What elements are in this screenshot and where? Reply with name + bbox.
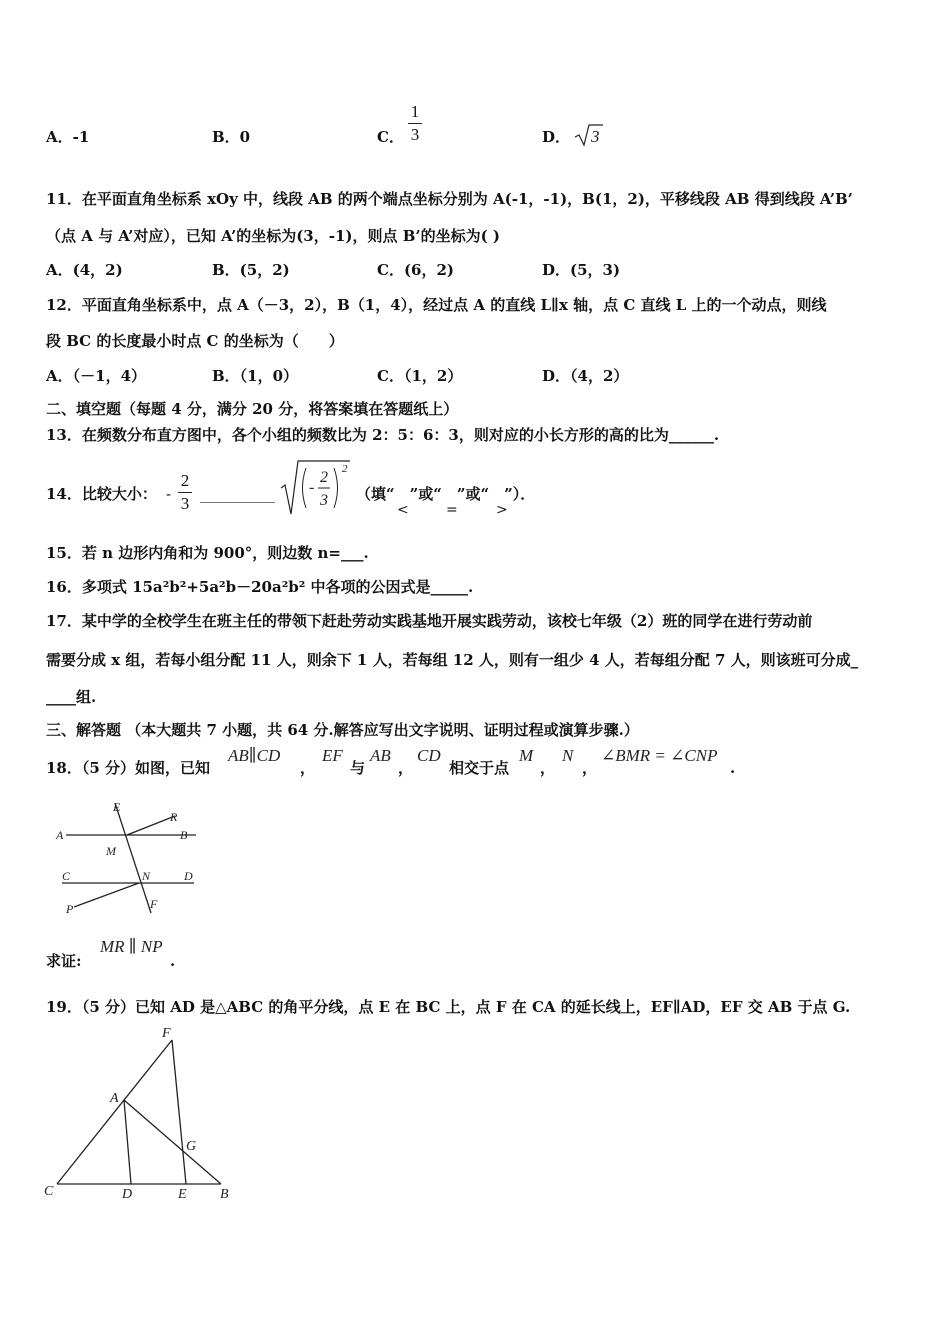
q12-option-a: A．（－1，4）: [46, 367, 147, 385]
fraction-bar: [178, 492, 192, 493]
right-paren: [334, 468, 338, 508]
q18-intro: 18．（5 分）如图，已知: [46, 759, 211, 777]
fraction-bar: [408, 123, 422, 124]
q14-answer-blank: __________: [200, 485, 275, 503]
line-ef: [115, 803, 151, 913]
label-d: D: [122, 1187, 133, 1202]
q14-minus: -: [166, 485, 172, 503]
q14-exponent: 2: [342, 463, 348, 475]
q18-expr-n: N: [562, 746, 574, 765]
label-f: F: [150, 897, 158, 911]
section-heading-solutions: 三、解答题 （本大题共 7 小题，共 64 分.解答应写出文字说明、证明过程或演算步骤.）: [46, 721, 639, 739]
q14-symbol-gt: >: [496, 502, 508, 518]
q10-option-d-label: D．: [542, 128, 571, 146]
label-c: C: [62, 869, 71, 883]
q10-option-a: A．-1: [46, 128, 90, 146]
ray-np: [74, 883, 139, 907]
q18-period: .: [730, 759, 736, 777]
q14-symbol-eq: =: [446, 502, 458, 518]
q19-figure: [40, 1022, 240, 1207]
label-p: P: [66, 902, 74, 916]
label-b: B: [220, 1187, 229, 1202]
q18-comma: ，: [540, 759, 556, 777]
q14-numerator: 2: [180, 471, 190, 490]
q19-text: 19．（5 分）已知 AD 是△ABC 的角平分线，点 E 在 BC 上，点 F 在 CA 的延长线上，EF∥AD，EF 交 AB 于点 G.: [46, 998, 851, 1016]
side-ab: [124, 1100, 221, 1184]
q13-text: 13．在频数分布直方图中，各个小组的频数比为 2：5：6：3，则对应的小长方形的高的比为______.: [46, 426, 720, 444]
label-n: N: [142, 869, 151, 883]
q15-text: 15．若 n 边形内角和为 900°，则边数 n=___.: [46, 544, 369, 562]
q14-denominator: 3: [180, 494, 190, 513]
q14-fill-instruction: （填“ ”或“ ”或“ ”）．: [356, 485, 536, 503]
label-b: B: [180, 828, 188, 842]
label-a: A: [110, 1091, 119, 1106]
label-g: G: [186, 1139, 197, 1154]
sqrt-icon: [281, 461, 350, 514]
q12-text-line2: 段 BC 的长度最小时点 C 的坐标为（ ）: [46, 332, 344, 350]
q11-text-line1: 11．在平面直角坐标系 xOy 中，线段 AB 的两个端点坐标分别为 A(-1，-1)，B(1，2)，平移线段 AB 得到线段 A’B’: [46, 190, 853, 208]
q18-expr-angles: ∠BMR = ∠CNP: [601, 746, 718, 765]
section-heading-fill-in: 二、填空题（每题 4 分，满分 20 分，将答案填在答题纸上）: [46, 400, 459, 418]
q18-expr-m: M: [519, 746, 534, 765]
q18-intersect: 相交于点: [449, 759, 510, 777]
q18-figure: [50, 795, 210, 925]
q14-sqrt-expression: [280, 458, 352, 518]
q14-inner-den: 3: [320, 492, 328, 509]
ray-mr: [127, 816, 175, 835]
q11-option-a: A．(4，2): [46, 261, 123, 279]
q18-prove-period: .: [170, 952, 176, 970]
q12-option-b: B．（1，0）: [212, 367, 299, 385]
q10-option-c-label: C．: [377, 128, 404, 146]
label-e: E: [178, 1187, 187, 1202]
label-e: E: [113, 800, 121, 814]
q18-comma: ，: [300, 759, 316, 777]
label-r: R: [170, 810, 178, 824]
q17-text-line1: 17．某中学的全校学生在班主任的带领下赶赴劳动实践基地开展实践劳动，该校七年级（2）班的同学在进行劳动前: [46, 612, 813, 630]
label-f: F: [162, 1026, 171, 1041]
sqrt-icon: [574, 122, 604, 148]
q18-comma: ，: [398, 759, 414, 777]
line-fe: [172, 1040, 186, 1184]
q10-c-numerator: 1: [410, 102, 420, 121]
q11-option-b: B．(5，2): [212, 261, 290, 279]
q14-prefix: 14．比较大小：: [46, 485, 157, 503]
q16-text: 16．多项式 15a²b²+5a²b－20a²b² 中各项的公因式是_____.: [46, 578, 474, 596]
label-d: D: [184, 869, 193, 883]
label-a: A: [56, 828, 64, 842]
q11-text-line2: （点 A 与 A’对应），已知 A’的坐标为(3，-1)，则点 B’的坐标为( ): [46, 227, 501, 245]
q10-option-c-fraction: [408, 102, 422, 145]
q10-d-radicand: 3: [591, 127, 600, 146]
q18-prove-label: 求证:: [46, 952, 82, 970]
left-paren: [303, 468, 307, 508]
line-cf: [57, 1040, 172, 1184]
q12-option-d: D．（4，2）: [542, 367, 629, 385]
q12-text-line1: 12．平面直角坐标系中，点 A（－3，2），B（1，4），经过点 A 的直线 L∥x 轴，点 C 直线 L 上的一个动点，则线: [46, 296, 827, 314]
q11-option-d: D．(5，3): [542, 261, 621, 279]
label-c: C: [44, 1184, 54, 1199]
q18-prove-expression: MR ∥ NP: [100, 937, 163, 956]
q18-expr-ab-parallel-cd: AB∥CD: [228, 746, 281, 765]
q18-and: 与: [350, 759, 366, 777]
q14-fraction: [178, 471, 192, 514]
bisector-ad: [124, 1100, 131, 1184]
q10-option-b: B．0: [212, 128, 251, 146]
label-m: M: [106, 844, 116, 858]
q17-text-line3: ____组.: [46, 688, 97, 706]
q18-expr-ef: EF: [322, 746, 343, 765]
q14-inner-minus: -: [309, 479, 315, 496]
q12-option-c: C．（1，2）: [377, 367, 463, 385]
q17-text-line2: 需要分成 x 组，若每小组分配 11 人，则余下 1 人，若每组 12 人，则有一组少 4 人，若每组分配 7 人，则该班可分成_: [46, 651, 859, 669]
q18-comma: ，: [582, 759, 598, 777]
q10-c-denominator: 3: [410, 125, 420, 144]
q14-symbol-lt: <: [397, 502, 409, 518]
q18-expr-cd: CD: [417, 746, 441, 765]
q18-expr-ab: AB: [370, 746, 391, 765]
q14-inner-num: 2: [320, 469, 328, 486]
q11-option-c: C．(6，2): [377, 261, 455, 279]
